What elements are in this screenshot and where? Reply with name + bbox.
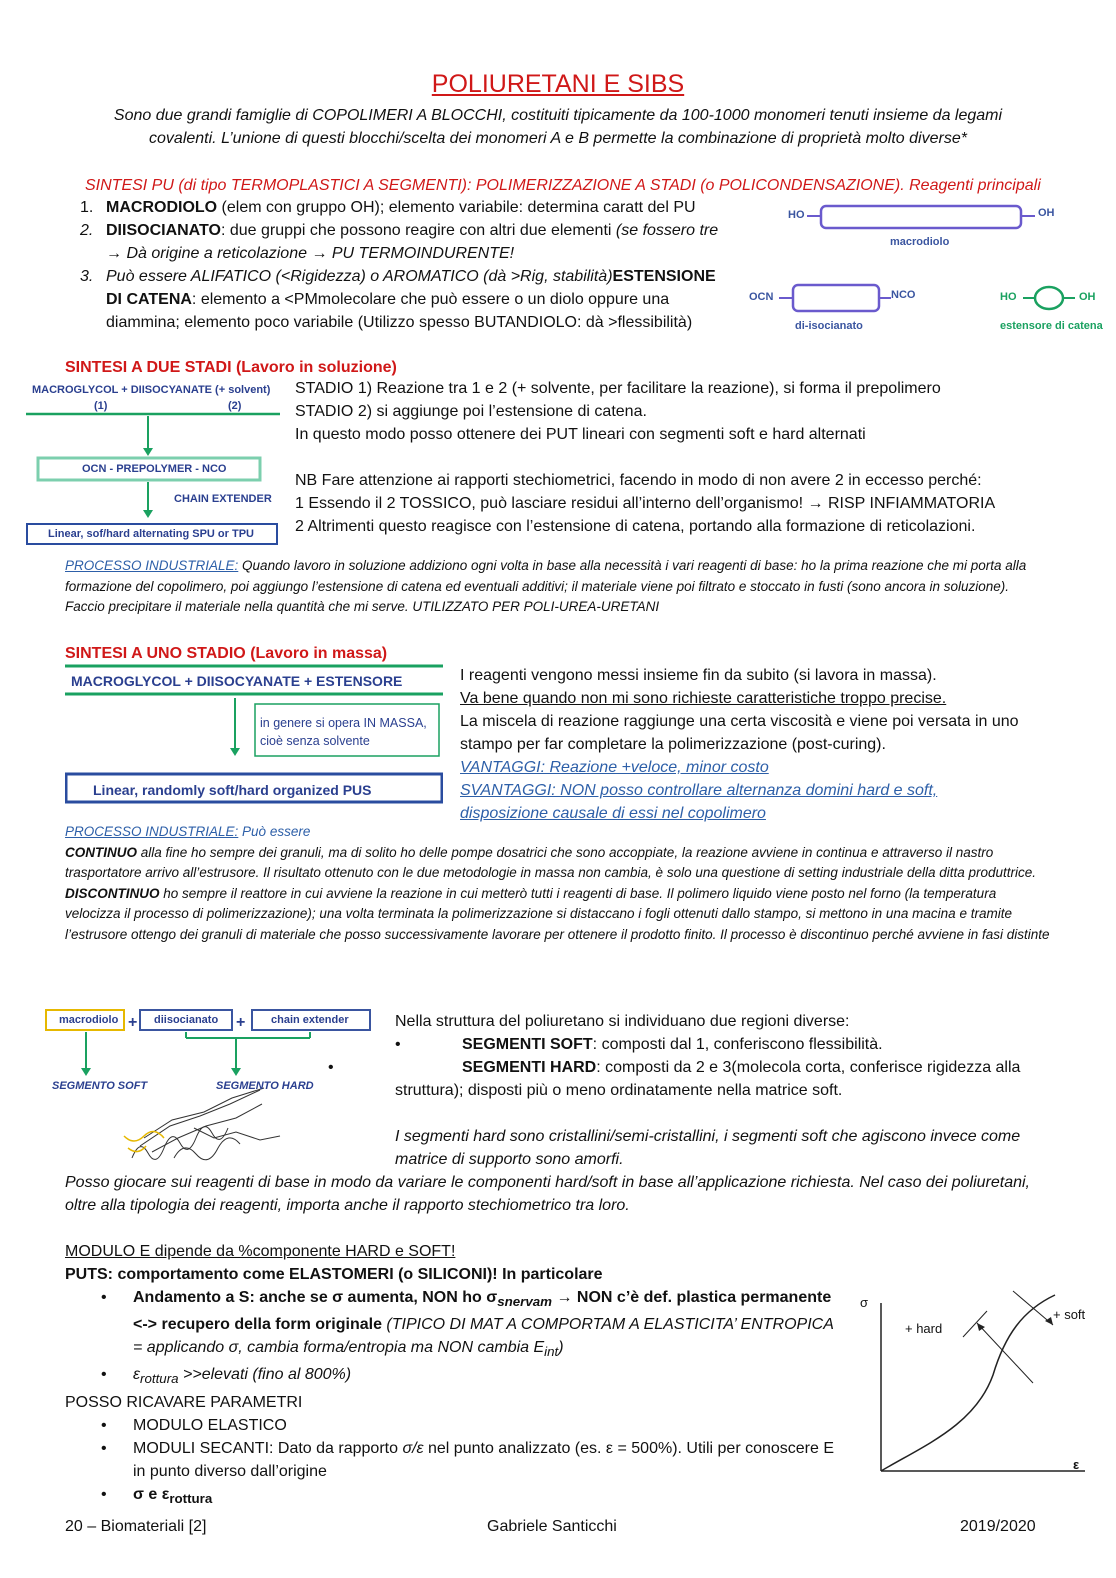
footer-center: Gabriele Santicchi — [487, 1518, 617, 1535]
b2-eps: ε — [133, 1366, 141, 1384]
processo-2-label-line — [65, 822, 1050, 843]
list-item — [80, 265, 732, 334]
item-bold: DIISOCIANATO — [106, 222, 221, 239]
item-text: (elem con gruppo OH); elemento variabile: determina caratt del PU — [217, 199, 696, 216]
list-item — [65, 1363, 845, 1390]
diag-top-label: MACROGLYCOL + DIISOCYANATE (+ solvent) — [32, 384, 271, 396]
processo-label-rest: Può essere — [238, 824, 311, 839]
b1-bold2: → NON c’è def. plastica permanente <-> recupero della form originale — [133, 1289, 832, 1334]
processo-label: PROCESSO INDUSTRIALE: — [65, 824, 239, 839]
due-stadi-heading: SINTESI A DUE STADI (Lavoro in soluzione) — [65, 359, 397, 376]
b1-end: ) — [558, 1339, 564, 1357]
svg-text:+: + — [128, 1014, 138, 1031]
p2c: nel punto analizzato (es. ε = 500%). Utili per conoscere E in punto diverso dall’origine — [133, 1439, 835, 1480]
processo-label: PROCESSO INDUSTRIALE: — [65, 558, 239, 573]
diag-chain-extender: CHAIN EXTENDER — [174, 493, 272, 505]
segmento-soft-label: SEGMENTO SOFT — [52, 1080, 148, 1092]
footer-left: 20 – Biomateriali [2] — [65, 1518, 207, 1535]
hard-bold: SEGMENTI HARD — [462, 1059, 597, 1076]
footer-right: 2019/2020 — [960, 1518, 1036, 1535]
uno-diag-note1: in genere si opera IN MASSA, — [260, 716, 427, 730]
continuo-bold: CONTINUO — [65, 844, 137, 860]
segmenti-diagram — [44, 1008, 376, 1168]
text-line: I reagenti vengono messi insieme fin da subito (si lavora in massa). — [460, 667, 937, 684]
discontinuo-text: ho sempre il reattore in cui avviene la reazione in cui metterò tutti i reagenti di base. Il polimero liquido viene posto nel forno (la temperatura velocizza il processo di polimerizzazione); una volta terminata la polimerizzazione si distaccano i fogli ottenuti dallo stampo, si mettono in una macina e tramite l’estrusore ottengo dei granuli di materiale che posso successivamente lavorare per ottenere il prodotto finito. Il processo è discontinuo perché avviene in fasi distinte — [65, 885, 1050, 942]
vantaggi-line: VANTAGGI: Reazione +veloce, minor costo — [460, 759, 769, 776]
uno-stadio-diagram — [65, 664, 443, 809]
list-item — [65, 1286, 845, 1363]
macrodiolo-label: macrodiolo — [59, 1014, 119, 1026]
svg-text:+: + — [236, 1014, 246, 1031]
p2b: σ/ε — [402, 1439, 424, 1457]
text-line: La miscela di reazione raggiunge una certa viscosità e viene poi versata in uno stampo per far completare la polimerizzazione (post-curing). — [460, 713, 1019, 753]
list-number: 1. — [80, 199, 94, 216]
segmenti-text — [328, 1010, 1055, 1171]
posso-line: POSSO RICAVARE PARAMETRI — [65, 1393, 303, 1411]
soft-bullet: • SEGMENTI SOFT: composti dal 1, conferiscono flessibilità. — [395, 1036, 883, 1053]
list-item — [65, 1483, 845, 1510]
hard-bullet: • SEGMENTI HARD: composti da 2 e 3(molecola corta, conferisce rigidezza alla struttura); disposti più o meno ordinatamente nella matrice soft. — [328, 1059, 1021, 1099]
diag-bottom-label: Linear, sof/hard alternating SPU or TPU — [48, 528, 254, 540]
uno-stadio-text — [460, 664, 1045, 825]
sintesi-pu-list — [80, 196, 732, 334]
puts-line: PUTS: comportamento come ELASTOMERI (o SILICONI)! In particolare — [65, 1266, 603, 1283]
b2-text: >>elevati (fino al 800%) — [178, 1366, 352, 1384]
segmento-hard-label: SEGMENTO HARD — [216, 1080, 314, 1092]
uno-diag-top: MACROGLYCOL + DIISOCYANATE + ESTENSORE — [71, 673, 403, 689]
diag-n1: (1) — [94, 400, 108, 412]
oh-label: OH — [1038, 207, 1055, 219]
text-line: NB Fare attenzione ai rapporti stechiometrici, facendo in modo di non avere 2 in eccesso perché: — [295, 472, 982, 489]
list-number: 3. — [80, 268, 94, 285]
list-item — [80, 219, 732, 265]
uno-diag-note2: cioè senza solvente — [260, 734, 370, 748]
b1-sub: snervam — [497, 1294, 553, 1310]
modulo-section — [65, 1240, 845, 1510]
epsilon-axis-label: ε — [1073, 1457, 1080, 1472]
item-text: : due gruppi che possono reagire con altri due elementi — [220, 222, 616, 239]
page-title: POLIURETANI E SIBS — [431, 70, 685, 98]
sintesi-pu-heading: SINTESI PU (di tipo TERMOPLASTICI A SEGMENTI): POLIMERIZZAZIONE A STADI (o POLICONDENSAZIONE). Reagenti principali — [85, 177, 1041, 194]
segmenti-italic-2: Posso giocare sui reagenti di base in modo da variare le componenti hard/soft in base all’applicazione richiesta. Nel caso dei poliuretani, oltre alla tipologia dei reagenti, importa anche il rapporto stechiometrico tra loro. — [65, 1174, 1030, 1214]
uno-stadio-heading: SINTESI A UNO STADIO (Lavoro in massa) — [65, 645, 388, 662]
text-line: 2 Altrimenti questo reagisce con l’estensione di catena, portando alla formazione di reticolazioni. — [295, 518, 976, 535]
b1-bold: Andamento a S: anche se σ aumenta, NON ho σ — [133, 1289, 498, 1306]
italic-line: I segmenti hard sono cristallini/semi-cristallini, i segmenti soft che agiscono invece come matrice di supporto sono amorfi. — [395, 1128, 1021, 1168]
due-stadi-diagram — [26, 378, 280, 548]
ocn-label: OCN — [749, 291, 774, 303]
estensore-label: estensore di catena — [1000, 320, 1103, 332]
p2a: MODULI SECANTI: Dato da rapporto — [133, 1439, 403, 1457]
text-line: 1 Essendo il 2 TOSSICO, può lasciare residui all’interno dell’organismo! → RISP INFIAMMATORIA — [295, 495, 996, 512]
list-item: • MODULO ELASTICO — [65, 1414, 845, 1437]
text-line: In questo modo posso ottenere dei PUT lineari con segmenti soft e hard alternati — [295, 426, 866, 443]
svantaggi-line: SVANTAGGI: NON posso controllare alternanza domini hard e soft, disposizione causale di essi nel copolimero — [460, 782, 938, 822]
diag-prepolymer: OCN - PREPOLYMER - NCO — [82, 463, 227, 475]
item-italic: Può essere ALIFATICO (<Rigidezza) o AROMATICO (dà >Rig, stabilità) — [106, 268, 613, 285]
reagents-diagram — [745, 198, 1110, 343]
due-stadi-text — [295, 377, 1055, 538]
diisocianato-label: di-isocianato — [795, 320, 863, 332]
discontinuo-paragraph — [65, 884, 1050, 946]
ho-label-2: HO — [1000, 291, 1017, 303]
nco-label: NCO — [891, 289, 916, 301]
ho-label: HO — [788, 209, 805, 221]
sigma-axis-label: σ — [860, 1295, 869, 1310]
stress-strain-graph — [855, 1285, 1095, 1485]
item-bold: MACRODIOLO — [106, 199, 218, 216]
list-item — [80, 196, 732, 219]
p3-sub: rottura — [169, 1490, 213, 1506]
hard-text: : composti da 2 e 3(molecola corta, conferisce rigidezza alla struttura); disposti più o meno ordinatamente nella matrice soft. — [395, 1059, 1021, 1099]
list-item — [65, 1437, 845, 1483]
item-text: : elemento a <PMmolecolare che può essere o un diolo oppure una diammina; elemento poco variabile (Utilizzo spesso BUTANDIOLO: dà >flessibilità) — [106, 291, 693, 331]
uno-diag-bottom: Linear, randomly soft/hard organized PUS — [93, 782, 372, 798]
b2-sub: rottura — [140, 1371, 179, 1387]
b1-italic: (TIPICO DI MAT A COMPORTAM A ELASTICITA’ ENTROPICA = applicando σ, cambia forma/entropia ma NON cambia E — [133, 1316, 834, 1357]
b1-sub2: int — [544, 1344, 559, 1360]
processo-2-block — [65, 822, 1050, 945]
diag-n2: (2) — [228, 400, 242, 412]
list-number: 2. — [80, 222, 94, 239]
soft-curve-label: + soft — [1053, 1307, 1086, 1322]
hard-curve-label: + hard — [905, 1321, 943, 1336]
text-line: STADIO 1) Reazione tra 1 e 2 (+ solvente, per facilitare la reazione), si forma il prepolimero — [295, 380, 941, 397]
chain-extender-label: chain extender — [271, 1014, 349, 1026]
discontinuo-bold: DISCONTINUO — [65, 885, 160, 901]
p3: σ e ε — [133, 1485, 170, 1503]
modulo-line: MODULO E dipende da %componente HARD e SOFT! — [65, 1243, 456, 1260]
text-line: STADIO 2) si aggiunge poi l’estensione di catena. — [295, 403, 647, 420]
item-italic: (se fossero tre → Dà origine a reticolazione → PU TERMOINDURENTE! — [106, 222, 719, 262]
text-line: Va bene quando non mi sono richieste caratteristiche troppo precise. — [460, 690, 947, 707]
soft-bold: SEGMENTI SOFT — [462, 1036, 593, 1053]
item-bold: ESTENSIONE DI CATENA — [106, 268, 716, 308]
soft-text: : composti dal 1, conferiscono flessibilità. — [592, 1036, 883, 1053]
intro-paragraph: Sono due grandi famiglie di COPOLIMERI A BLOCCHI, costituiti tipicamente da 100-1000 monomeri tenuti insieme da legami covalenti. L’unione di questi blocchi/scelta dei monomeri A e B permette la combinazione di proprietà molto diverse* — [113, 107, 1003, 147]
continuo-text: alla fine ho sempre dei granuli, ma di solito ho delle pompe dosatrici che sono accoppiate, la reazione avviene in continua e attraverso il nastro trasportatore arrivo all’estrusore. Il risultato ottenuto con le due metodologie in massa non cambia, è solo una questione di setting industriale della ditta produttrice. — [65, 844, 1037, 880]
macrodiolo-label: macrodiolo — [890, 236, 950, 248]
diisocianato-label: diisocianato — [154, 1014, 219, 1026]
continuo-paragraph — [65, 843, 1050, 884]
processo-text: Quando lavoro in soluzione addiziono ogni volta in base alla necessità i vari reagenti di base: ho la prima reazione che mi porta alla formazione del copolimero, poi aggiungo l’estensione di catena ed eventuali additivi; il materiale viene poi filtrato e stoccato in fusti (sono ancora in soluzione). Faccio precipitare il materiale nella quantità che mi serve. UTILIZZATO PER POLI-UREA-URETANI — [65, 558, 1027, 614]
text-line: Nella struttura del poliuretano si individuano due regioni diverse: — [395, 1013, 850, 1030]
processo-1-paragraph — [65, 556, 1050, 618]
oh-label-2: OH — [1079, 291, 1096, 303]
